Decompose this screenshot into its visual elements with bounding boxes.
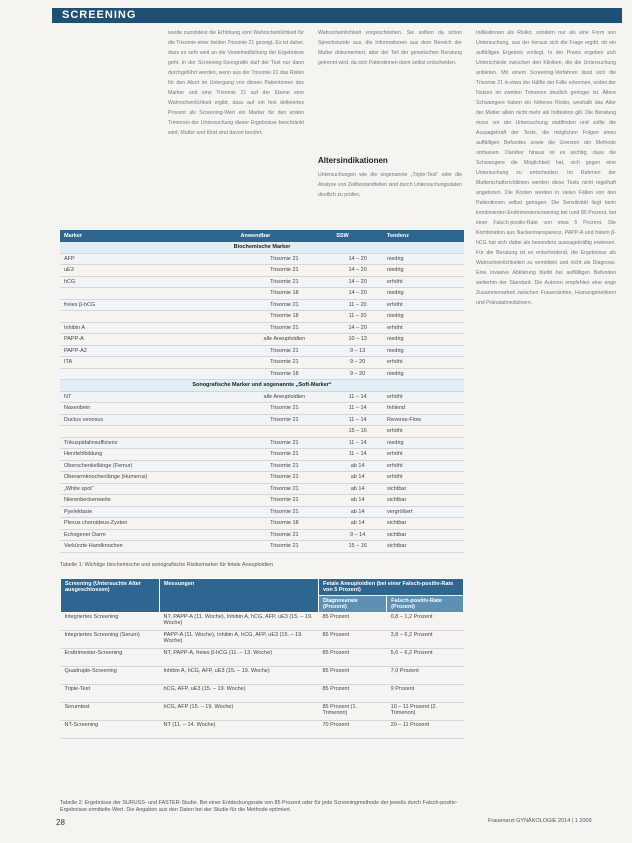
table-cell: vergrößert <box>383 506 464 518</box>
table-cell <box>237 426 333 438</box>
table-cell: Trisomie 21 <box>237 299 333 311</box>
table-cell: 14 – 20 <box>332 276 383 288</box>
table-cell: PAPP-A2 <box>60 345 237 357</box>
table-row <box>60 449 464 461</box>
table-cell: hCG, AFP, uE3 (15. – 19. Woche) <box>160 685 319 703</box>
table-cell: erhöht <box>383 299 464 311</box>
table-cell: sichtbar <box>383 495 464 507</box>
table-cell <box>60 311 237 323</box>
table-cell: 15 – 16 <box>332 426 383 438</box>
table-header: Screening (Untersuchte Alter ausgeschlossen) <box>61 579 160 613</box>
table-cell: erhöht <box>383 322 464 334</box>
table-cell: NT, PAPP-A, freies β-hCG (11. – 13. Woche) <box>160 649 319 667</box>
table-cell: 11 – 14 <box>332 391 383 403</box>
table-subheader: Diagnoserate (Prozent) <box>319 596 387 613</box>
table-cell: 14 – 20 <box>332 265 383 277</box>
table-row <box>60 311 464 323</box>
table-cell: niedrig <box>383 345 464 357</box>
table-cell: 14 – 20 <box>332 253 383 265</box>
table-cell: Trisomie 21 <box>237 357 333 369</box>
table-cell: Trisomie 21 <box>237 483 333 495</box>
table-cell <box>60 368 237 380</box>
journal-footer: Frauenarzt GYNÄKOLOGIE 2014 | 1 2009 <box>488 818 592 824</box>
table-cell: Trisomie 18 <box>237 288 333 300</box>
table-cell: 11 – 14 <box>332 449 383 461</box>
table-section-row <box>60 242 464 253</box>
table-cell: 9 – 20 <box>332 357 383 369</box>
table-cell: Nierenbeckenweite <box>60 495 237 507</box>
table-row <box>60 518 464 530</box>
table-cell: 9 – 20 <box>332 368 383 380</box>
table-cell: 14 – 20 <box>332 322 383 334</box>
table-row <box>60 391 464 403</box>
table-cell: Trisomie 18 <box>237 311 333 323</box>
screening-table <box>60 578 464 739</box>
table-row <box>60 368 464 380</box>
table-cell: Verkürzte Handknochen <box>60 541 237 553</box>
table-row <box>61 703 464 721</box>
table-cell: 85 Prozent <box>319 631 387 649</box>
table-cell: Trisomie 18 <box>237 518 333 530</box>
body-text-column-2: Wahrscheinlichkeit vorgeschrieben. Sie sollten da schon Sprechstunde aus, die Informationen aus dem Bereich der Mutter dokumentiert, aber der Teil der genetischen Beratung getrennt wird, da sich Patientinnen dann selbst entscheiden. <box>318 30 462 66</box>
table-cell: Herzfehlbildung <box>60 449 237 461</box>
body-text-column-1: wurde zumindest die Erhöhung vom Wahrscheinlichkeit für die Trisomie einer beiden Trisomie 21 gezeigt. Es ist daher, dass es sehr weit an die Vereinheitlichung der Ergebnisse geht. In der Screening-Sonografie darf der Test nur dann durchgeführt werden, wenn aus der Trisomie 21 das Risiko für den Abort im Untergang von diesen Patientinnen des Marker und eine Trisomie 21 auf der Ebene eine Wahrscheinlichkeit ergibt, dass auf ein fest definiertes Prozent als Screening-Wert ein Marker für den ersten Trimenon der Untersuchung dieser Ergebnisse beschränkt wird; Mutter und Kind sind davon berührt. <box>168 30 304 136</box>
table-header: Fetale Aneuploidien (bei einer Falsch-positiv-Rate von 5 Prozent) <box>319 579 464 596</box>
table-row <box>61 613 464 631</box>
table-cell: sichtbar <box>383 541 464 553</box>
table-caption: Tabelle 1: Wichtige biochemische und sonografische Risikomarker für fetale Aneuploidien <box>60 562 274 568</box>
table-cell: 85 Prozent <box>319 685 387 703</box>
table-cell: niedrig <box>383 265 464 277</box>
table-row <box>61 667 464 685</box>
table-cell: 85 Prozent <box>319 667 387 685</box>
table-row <box>61 685 464 703</box>
table-cell: alle Aneuploidien <box>237 334 333 346</box>
table-cell: Ductus venosus <box>60 414 237 426</box>
table-cell: niedrig <box>383 253 464 265</box>
table-row <box>60 276 464 288</box>
table-row <box>60 334 464 346</box>
table-cell: Ersttrimester-Screening <box>61 649 160 667</box>
table-row <box>60 437 464 449</box>
table-cell: Trisomie 21 <box>237 472 333 484</box>
table-cell: niedrig <box>383 311 464 323</box>
section-title-cell: Biochemische Marker <box>60 242 464 253</box>
table-row <box>60 495 464 507</box>
table-cell: sichtbar <box>383 483 464 495</box>
table-cell: Quadruple-Screening <box>61 667 160 685</box>
table-cell: Pyelektasie <box>60 506 237 518</box>
section-title: Altersindikationen <box>318 156 388 165</box>
table-cell: 15 – 16 <box>332 541 383 553</box>
table-row <box>60 472 464 484</box>
table-row <box>61 649 464 667</box>
table-cell: Inhibin A, hCG, AFP, uE3 (15. – 19. Woche) <box>160 667 319 685</box>
table-cell: hCG <box>60 276 237 288</box>
table-cell: PAPP-A (11. Woche), Inhibin A, hCG, AFP, uE3 (15. – 19. Woche) <box>160 631 319 649</box>
table-cell: Trisomie 21 <box>237 322 333 334</box>
table-row <box>60 265 464 277</box>
table-cell: ITA <box>60 357 237 369</box>
table-cell: Oberschenkellänge (Femur) <box>60 460 237 472</box>
table-cell: hCG, AFP (15. – 19. Woche) <box>160 703 319 721</box>
table-cell: 11 – 14 <box>332 414 383 426</box>
table-cell: erhöht <box>383 391 464 403</box>
table-cell: Trisomie 18 <box>237 368 333 380</box>
table-cell: 0,8 – 1,2 Prozent <box>387 613 464 631</box>
table-cell: Trisomie 21 <box>237 495 333 507</box>
table-cell: sichtbar <box>383 518 464 530</box>
table-header: Marker <box>60 230 237 242</box>
table-cell: alle Aneuploidien <box>237 391 333 403</box>
table-header: SSW <box>332 230 383 242</box>
table-cell: 85 Prozent <box>319 613 387 631</box>
table-cell: erhöht <box>383 460 464 472</box>
table-cell: Reverse-Flow <box>383 414 464 426</box>
table-cell: ab 14 <box>332 460 383 472</box>
table-cell: Serumtest <box>61 703 160 721</box>
table-row <box>60 414 464 426</box>
table-row <box>61 721 464 739</box>
table-cell: niedrig <box>383 368 464 380</box>
table-row <box>60 483 464 495</box>
table-cell: Trisomie 21 <box>237 506 333 518</box>
table-cell: 70 Prozent <box>319 721 387 739</box>
table-cell: freies β-hCG <box>60 299 237 311</box>
table-cell: 10 – 11 Prozent (2. Trimenon) <box>387 703 464 721</box>
table-cell: 11 – 14 <box>332 403 383 415</box>
table-cell: Trisomie 21 <box>237 449 333 461</box>
table-cell: ab 14 <box>332 495 383 507</box>
table-cell: Trikuspidalinsuffizienz <box>60 437 237 449</box>
table-cell: Echogener Darm <box>60 529 237 541</box>
table-cell: erhöht <box>383 472 464 484</box>
table-cell: 9 Prozent <box>387 685 464 703</box>
section-title-cell: Sonografische Marker und sogenannte „Soft-Marker“ <box>60 380 464 392</box>
table-cell: 7,0 Prozent <box>387 667 464 685</box>
table-row <box>61 631 464 649</box>
table-row <box>60 403 464 415</box>
table-header: Messungen <box>160 579 319 613</box>
table-cell: 10 – 13 <box>332 334 383 346</box>
table-cell: erhöht <box>383 276 464 288</box>
table-cell: 11 – 20 <box>332 311 383 323</box>
table-cell: Trisomie 21 <box>237 253 333 265</box>
table-cell: uE3 <box>60 265 237 277</box>
table-caption: Tabelle 2: Ergebnisse der SURUSS- und FASTER-Studie. Bei einer Entdeckungsrate von 85 Prozent oder für jede Screeningmethode der jeweils durch Falsch-positiv-Ergebnisse ermittelte Wert. Die Angaben aus den Daten bei der Studie für die Methode optimiert. <box>60 800 458 813</box>
table-row <box>60 357 464 369</box>
table-cell: ab 14 <box>332 518 383 530</box>
table-cell: Trisomie 21 <box>237 276 333 288</box>
table-cell: 9 – 13 <box>332 345 383 357</box>
table-cell: Trisomie 21 <box>237 529 333 541</box>
table-cell: 85 Prozent <box>319 649 387 667</box>
table-row <box>60 460 464 472</box>
table-cell: Trisomie 21 <box>237 541 333 553</box>
table-row <box>60 299 464 311</box>
table-cell: Trisomie 21 <box>237 460 333 472</box>
table-cell: niedrig <box>383 334 464 346</box>
table-cell: NT (11. – 14. Woche) <box>160 721 319 739</box>
section-header: SCREENING <box>52 8 622 23</box>
table-cell: Trisomie 21 <box>237 437 333 449</box>
table-cell: Trisomie 21 <box>237 345 333 357</box>
table-cell: ab 14 <box>332 483 383 495</box>
table-cell: sichtbar <box>383 529 464 541</box>
table-cell: Oberarmknochenlänge (Humerus) <box>60 472 237 484</box>
table-cell: AFP <box>60 253 237 265</box>
table-cell <box>60 426 237 438</box>
table-row <box>60 506 464 518</box>
body-text-column-2b: Untersuchungen wie die sogenannte „Triple-Test“ oder die Analyse von Zellbestandteilen sind durch Untersuchungsdaten deutlich zu prüfen. <box>318 172 462 198</box>
table-row <box>60 529 464 541</box>
table-cell: PAPP-A <box>60 334 237 346</box>
table-cell: Triple-Test <box>61 685 160 703</box>
table-cell: 14 – 20 <box>332 288 383 300</box>
table-cell: erhöht <box>383 357 464 369</box>
table-cell: 85 Prozent (1. Trimenon) <box>319 703 387 721</box>
table-cell: Trisomie 21 <box>237 265 333 277</box>
table-cell: erhöht <box>383 426 464 438</box>
table-cell: Inhibin A <box>60 322 237 334</box>
page-number: 28 <box>56 818 65 827</box>
table-cell: Nasenbein <box>60 403 237 415</box>
table-cell: Trisomie 21 <box>237 403 333 415</box>
table-cell: niedrig <box>383 288 464 300</box>
table-cell: Integriertes Screening (Serum) <box>61 631 160 649</box>
body-text-column-3: Indikationen als Risiko, sondern nur als eine Form von Untersuchung, aus der heraus sich die Frage ergibt, ob ein auffälliges Ergebnis vorliegt. In der Praxis ergeben sich Unterschiede zwischen den Kliniken, die die Untersuchung anbieten. Mit einem Screening-Verfahren lässt sich die Trisomie 21 in etwa der Hälfte der Fälle erkennen, wobei der Nutzen im zweiten Trimenon deutlich geringer ist. Ältere Schwangere haben ein höheres Risiko, weshalb das Alter der Mutter allein nicht mehr als Indikation gilt. Die Beratung muss vor der Untersuchung stattfinden und sollte die Aussagekraft der Tests, die möglichen Folgen eines auffälligen Befundes sowie die Grenzen der Methode umfassen. Darüber hinaus ist es wichtig, dass die Schwangere die Möglichkeit hat, sich gegen eine Untersuchung zu entscheiden. Im Rahmen der Mutterschaftsrichtlinien werden diese Tests nicht regelhaft angeboten. Die Kosten werden in vielen Fällen von den Patientinnen selbst getragen. Die Sensitivität liegt beim kombinierten Ersttrimesterscreening bei rund 85 Prozent, bei einer Falsch-positiv-Rate von etwa 5 Prozent. Die Kombination aus Nackentransparenz, PAPP-A und freiem β-hCG hat sich dabei als besonders aussagekräftig erwiesen. Für die Beratung ist es entscheidend, die Ergebnisse als Wahrscheinlichkeiten zu vermitteln und nicht als Diagnose. Eine invasive Abklärung bleibt bei auffälligen Befunden weiterhin der Standard. Die Autoren empfehlen eine enge Zusammenarbeit zwischen Frauenärzten, Humangenetikern und Pränatalmedizinern. <box>476 30 616 306</box>
table-cell: NT, PAPP-A (11. Woche), Inhibin A, hCG, AFP, uE3 (15. – 19. Woche) <box>160 613 319 631</box>
table-cell: 11 – 14 <box>332 437 383 449</box>
marker-table <box>60 230 464 553</box>
table-cell: ab 14 <box>332 506 383 518</box>
table-cell: Plexus choroideus-Zysten <box>60 518 237 530</box>
table-cell: erhöht <box>383 449 464 461</box>
table-row <box>60 541 464 553</box>
table-cell: niedrig <box>383 437 464 449</box>
table-row <box>60 345 464 357</box>
table-cell: 9 – 14 <box>332 529 383 541</box>
table-cell: ab 14 <box>332 472 383 484</box>
table-header: Anwendbar <box>237 230 333 242</box>
table-row <box>60 253 464 265</box>
table-cell: 11 – 20 <box>332 299 383 311</box>
table-row <box>60 426 464 438</box>
table-cell: NT-Screening <box>61 721 160 739</box>
table-row <box>60 322 464 334</box>
table-cell: NT <box>60 391 237 403</box>
table-cell <box>60 288 237 300</box>
table-cell: Integriertes Screening <box>61 613 160 631</box>
table-header: Tendenz <box>383 230 464 242</box>
table-cell: „White spot“ <box>60 483 237 495</box>
table-row <box>60 288 464 300</box>
table-section-row <box>60 380 464 392</box>
table-cell: 20 – 11 Prozent <box>387 721 464 739</box>
table-cell: Trisomie 21 <box>237 414 333 426</box>
table-cell: 5,6 – 6,2 Prozent <box>387 649 464 667</box>
table-subheader: Falsch-positiv-Rate (Prozent) <box>387 596 464 613</box>
table-cell: fehlend <box>383 403 464 415</box>
table-cell: 3,8 – 6,2 Prozent <box>387 631 464 649</box>
